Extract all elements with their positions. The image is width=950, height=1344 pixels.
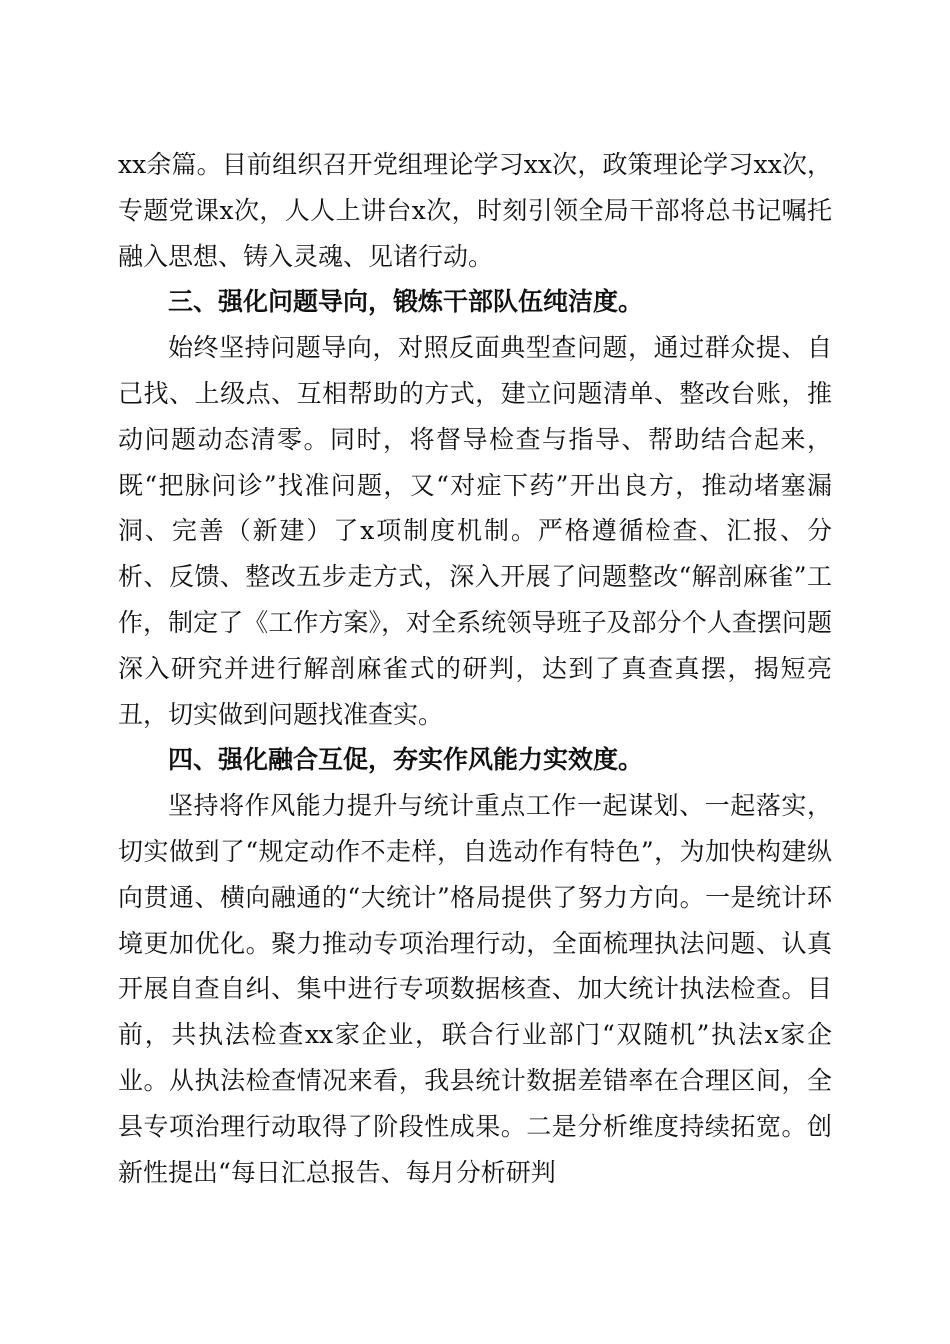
document-body	[118, 142, 832, 1195]
heading-section-four: 四、强化融合互促，夯实作风能力实效度。	[168, 745, 644, 775]
paragraph-problem-orientation: 始终坚持问题导向，对照反面典型查问题，通过群众提、自己找、上级点、互相帮助的方式，建立问题清单、整改台账，推动问题动态清零。同时，将督导检查与指导、帮助结合起来，既“把脉问诊”找准问题，又“对症下药”开出良方，推动堵塞漏洞、完善（新建）了x项制度机制。严格遵循检查、汇报、分析、反馈、整改五步走方式，深入开展了问题整改“解剖麻雀”工作，制定了《工作方案》，对全系统领导班子及部分个人查摆问题深入研究并进行解剖麻雀式的研判，达到了真查真摆，揭短亮丑，切实做到问题找准查实。	[118, 333, 832, 729]
paragraph-integration-promotion: 坚持将作风能力提升与统计重点工作一起谋划、一起落实，切实做到了“规定动作不走样，自选动作有特色”，为加快构建纵向贯通、横向融通的“大统计”格局提供了努力方向。一是统计环境更加优化。聚力推动专项治理行动，全面梳理执法问题、认真开展自查自纠、集中进行专项数据核查、加大统计执法检查。目前，共执法检查xx家企业，联合行业部门“双随机”执法x家企业。从执法检查情况来看，我县统计数据差错率在合理区间，全县专项治理行动取得了阶段性成果。二是分析维度持续拓宽。创新性提出“每日汇总报告、每月分析研判	[118, 791, 832, 1187]
paragraph-continued-study: xx余篇。目前组织召开党组理论学习xx次，政策理论学习xx次，专题党课x次，人人上讲台x次，时刻引领全局干部将总书记嘱托融入思想、铸入灵魂、见诸行动。	[118, 150, 832, 271]
heading-section-three: 三、强化问题导向，锻炼干部队伍纯洁度。	[168, 287, 644, 317]
